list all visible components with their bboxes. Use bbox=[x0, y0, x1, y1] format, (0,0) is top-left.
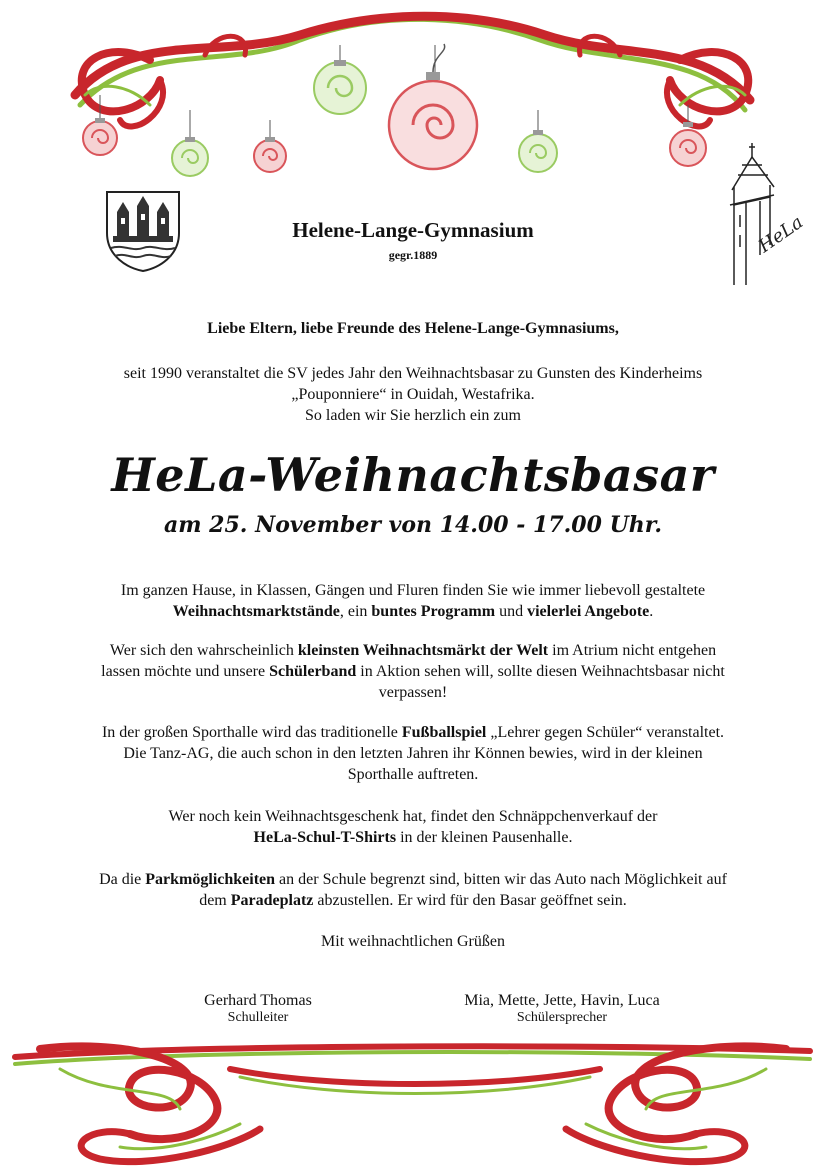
highlight: buntes Programm bbox=[371, 603, 496, 620]
text-span: In der großen Sporthalle wird das traditionelle bbox=[101, 724, 402, 741]
signature-role: Schülersprecher bbox=[516, 1010, 608, 1025]
text-span: , ein bbox=[339, 603, 372, 620]
text-span: „Lehrer gegen Schüler“ veranstaltet. bbox=[486, 724, 725, 741]
highlight: Fußballspiel bbox=[401, 724, 487, 741]
paragraph-line bbox=[0, 869, 826, 890]
highlight: HeLa-Schul-T-Shirts bbox=[253, 829, 397, 846]
hela-logo-text: HeLa bbox=[754, 211, 808, 258]
intro-line-1: seit 1990 veranstaltet die SV jedes Jahr den Weihnachtsbasar zu Gunsten des Kinderheims bbox=[123, 365, 703, 382]
highlight: Parkmöglichkeiten bbox=[145, 871, 276, 888]
signature-student-reps bbox=[430, 992, 694, 1026]
text-span: dem bbox=[199, 892, 231, 909]
highlight: kleinsten Weihnachtsmärkt der Welt bbox=[297, 642, 549, 659]
paragraph-line bbox=[0, 827, 826, 848]
hela-building-logo bbox=[712, 135, 812, 295]
closing-greeting: Mit weihnachtlichen Grüßen bbox=[321, 933, 505, 950]
paragraph-line: Im ganzen Hause, in Klassen, Gängen und Fluren finden Sie wie immer liebevoll gestaltete bbox=[120, 582, 706, 599]
text-span: im Atrium nicht entgehen bbox=[548, 642, 717, 659]
paragraph-line: verpassen! bbox=[378, 684, 448, 701]
paragraph-line bbox=[0, 890, 826, 911]
paragraph-parking bbox=[0, 869, 826, 911]
text-span: lassen möchte und unsere bbox=[101, 663, 270, 680]
paragraph-line: Die Tanz-AG, die auch schon in den letzten Jahren ihr Können bewies, wird in der kleinen bbox=[123, 745, 703, 762]
text-span: in der kleinen Pausenhalle. bbox=[396, 829, 573, 846]
paragraph-line: Sporthalle auftreten. bbox=[347, 766, 479, 783]
paragraph-christmas-market bbox=[0, 640, 826, 703]
paragraph-line: Wer noch kein Weihnachtsgeschenk hat, findet den Schnäppchenverkauf der bbox=[168, 808, 658, 825]
event-title: HeLa-Weihnachtsbasar bbox=[111, 448, 715, 502]
paragraph-line bbox=[0, 722, 826, 743]
greeting: Liebe Eltern, liebe Freunde des Helene-Lange-Gymnasiums, bbox=[207, 320, 619, 337]
text-span: Wer sich den wahrscheinlich bbox=[109, 642, 298, 659]
intro-paragraph bbox=[0, 363, 826, 426]
paragraph-line bbox=[0, 640, 826, 661]
text-span: und bbox=[495, 603, 528, 620]
paragraph-line bbox=[0, 661, 826, 682]
highlight: vielerlei Angebote bbox=[527, 603, 650, 620]
paragraph-tshirts bbox=[0, 806, 826, 848]
text-span: abzustellen. Er wird für den Basar geöffnet sein. bbox=[313, 892, 627, 909]
text-span: Da die bbox=[99, 871, 146, 888]
signature-name: Gerhard Thomas bbox=[204, 992, 312, 1009]
text-span: an der Schule begrenzt sind, bitten wir das Auto nach Möglichkeit auf bbox=[275, 871, 727, 888]
paragraph-line bbox=[0, 601, 826, 622]
text-span: . bbox=[649, 603, 654, 620]
school-name: Helene-Lange-Gymnasium bbox=[292, 218, 534, 242]
event-date-time: am 25. November von 14.00 - 17.00 Uhr. bbox=[163, 512, 662, 538]
founded-year: gegr.1889 bbox=[388, 248, 438, 262]
paragraph-sports bbox=[0, 722, 826, 785]
bottom-garland-decoration bbox=[0, 1029, 826, 1169]
text-span: in Aktion sehen will, sollte diesen Weihnachtsbasar nicht bbox=[356, 663, 725, 680]
highlight: Paradeplatz bbox=[230, 892, 314, 909]
paragraph-programme bbox=[0, 580, 826, 622]
top-garland-decoration bbox=[0, 0, 826, 190]
signature-principal bbox=[158, 992, 358, 1026]
intro-line-2: „Pouponniere“ in Ouidah, Westafrika. bbox=[291, 386, 535, 403]
signature-role: Schulleiter bbox=[227, 1010, 289, 1025]
highlight: Weihnachtsmarktstände bbox=[172, 603, 340, 620]
signature-name: Mia, Mette, Jette, Havin, Luca bbox=[464, 992, 660, 1009]
intro-line-3: So laden wir Sie herzlich ein zum bbox=[305, 407, 521, 424]
highlight: Schülerband bbox=[269, 663, 357, 680]
